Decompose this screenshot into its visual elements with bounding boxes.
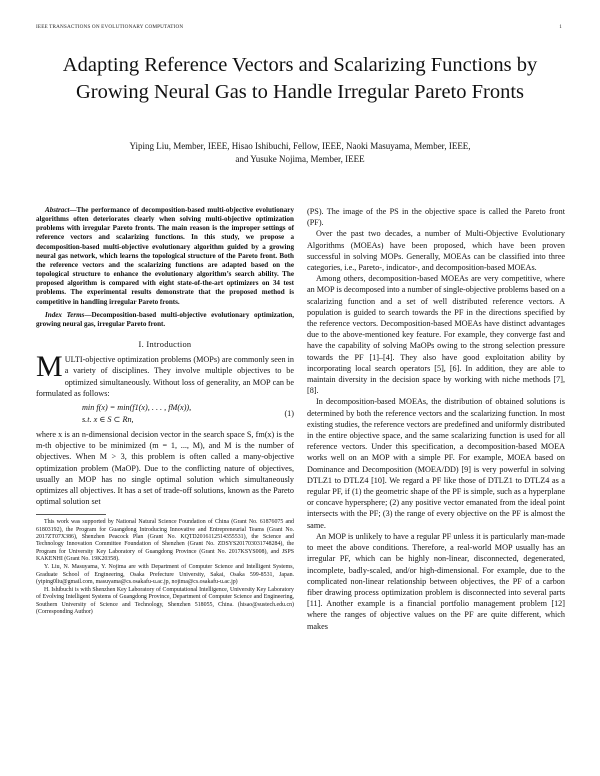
drop-cap: M <box>36 350 63 384</box>
page-number: 1 <box>559 24 562 30</box>
equation-line-2: s.t. x ∈ S ⊂ Rn, <box>82 415 134 425</box>
intro-paragraph-1-start: ULTI-objective optimization problems (MOPs) are commonly seen in a variety of disciplines. They involve multiple objectives to be optimized simultaneously. Without loss of generality, an MOP can be formulated as follows: <box>36 355 294 398</box>
index-terms-text: —Decomposition-based multi-objective evolutionary optimization, growing neural gas, irregular Pareto front. <box>36 310 294 328</box>
footnote-rule <box>36 514 106 515</box>
right-paragraph-5: An MOP is unlikely to have a regular PF unless it is particularly man-made to meet the above conditions. Therefore, a real-world MOP usually has an irregular PF, which can be highly non-linear, disconnected, degenerated, incomplete, badly-scaled, and/or high-dimensional. For example, due to the complicated non-linear relationship between objectives, the PF of a carbon fiber drawing process optimization problem is disconnected into several parts [11]. Another example is a financial portfolio management problem [12] where the ranges of objective values on the PF are quite different, which makes <box>307 531 565 631</box>
author-line-1: Yiping Liu, Member, IEEE, Hisao Ishibuchi, Fellow, IEEE, Naoki Masuyama, Member, IEEE, <box>129 141 471 151</box>
intro-paragraph-1 <box>36 350 294 399</box>
footnote-affiliation-osaka: Y. Liu, N. Masuyama, Y. Nojima are with Department of Computer Science and Intelligent Systems, Graduate School of Engineering, Osaka Prefecture University, Sakai, Osaka 599-8531, Japan. (yiping0liu@gmail.com, masuyama@cs.osakafu-u.ac.jp, nojima@cs.osakafu-u.ac.jp) <box>36 564 294 585</box>
running-head <box>36 24 562 30</box>
right-paragraph-3: Among others, decomposition-based MOEAs are very competitive, where an MOP is decomposed into a number of single-objective problems based on a scalarizing function and a set of well distributed reference vectors. A population is guided to search towards the PF in the directions specified by the reference vectors. Decomposition-based MOEAs have distinct advantages due to the above-mentioned key feature. For example, they converge fast and have the capability of solving MaOPs owing to the strong selection pressure towards the PF [1]–[4]. They also have good exploitation ability by incorporating local search operators [5], [6]. In addition, they are able to maintain diversity in the decision space by working with niche methods [7], [8]. <box>307 274 565 396</box>
intro-paragraph-1-continued: where x is an n-dimensional decision vector in the search space S, fm(x) is the m-th objective to be minimized (m = 1, ..., M), and M is the number of objectives. When M > 3, this problem is often called a many-objective optimization problem (MaOP). Due to the conflicting nature of objectives, usually an MOP has no single optimal solution which simultaneously optimizes all objectives. It has a set of trade-off solutions, known as the Pareto optimal solution set <box>36 430 294 507</box>
footnote-funding: This work was supported by National Natural Science Foundation of China (Grant No. 61876075 and 61803192), the Program for Guangdong Introducing Innovative and Entrepreneurial Teams (Grant No. 2017ZT07X386), Shenzhen Peacock Plan (Grant No. KQTD2016112514355531), the Science and Technology Innovation Committee Foundation of Shenzhen (Grant No. ZDSYS201703031748284), the Program for University Key Laboratory of Guangdong Province (Grant No. 2017KSYS008), and JSPS KAKENHI (Grant No. 19K20358). <box>36 519 294 562</box>
author-line-2: and Yusuke Nojima, Member, IEEE <box>235 153 365 164</box>
right-column <box>307 206 565 632</box>
footnote-affiliation-sustech: H. Ishibuchi is with Shenzhen Key Laboratory of Computational Intelligence, University Key Laboratory of Evolving Intelligent Systems of Guangdong Province, Department of Computer Science and Engineering, Southern University of Science and Technology, Shenzhen 518055, China. (hisao@sustech.edu.cn) (Corresponding Author) <box>36 587 294 616</box>
right-paragraph-2: Over the past two decades, a number of Multi-Objective Evolutionary Algorithms (MOEAs) have been proposed, which have been proven successful in solving MOPs. Generally, MOEAs can be classified into three categories, i.e., Pareto-, indicator-, and decomposition-based MOEAs. <box>307 229 565 273</box>
right-paragraph-4: In decomposition-based MOEAs, the distribution of obtained solutions is determined by both the reference vectors and the scalarizing function. In most existing studies, the reference vectors are predefined and uniformly distributed in the entire objective space, and the same scalarizing function is used for all reference vectors. Under this specification, a decomposition-based MOEA works well on an MOP with a simple PF. For example, MOEA based on Dominance and Decomposition (MOEA/DD) [9] is very powerful in solving DTLZ1 to DTLZ4 [10]. We regard a PF like those of DTLZ1 to DTLZ4 as a regular PF, if (1) the geometric shape of the PF is simple, such as a hyperplane or concave hypersphere; (2) any positive vector emanated from the ideal point intersects with the PF; (3) the range of every objective on the PF is almost the same. <box>307 397 565 530</box>
abstract-text: —The performance of decomposition-based multi-objective evolutionary algorithms often deteriorates clearly when solving multi-objective optimization problems with irregular Pareto fronts. The main reason is the improper settings of reference vectors and scalarizing functions. In this study, we propose a decomposition-based multi-objective evolutionary algorithm guided by a growing neural gas network, which learns the topological structure of the Pareto front. Both the reference vectors and the scalarizing functions are adapted based on the topological structure to enhance the evolutionary algorithm’s search ability. The proposed algorithm is compared with eight state-of-the-art optimizers on 34 test problems. The experimental results demonstrate that the proposed method is competitive in handling irregular Pareto fronts. <box>36 206 294 306</box>
author-list <box>90 140 510 165</box>
equation-number: (1) <box>284 409 294 419</box>
right-paragraph-1: (PS). The image of the PS in the objective space is called the Pareto front (PF). <box>307 207 565 228</box>
abstract <box>36 206 294 307</box>
index-terms-label: Index Terms <box>45 310 85 319</box>
paper-title: Adapting Reference Vectors and Scalarizing Functions by Growing Neural Gas to Handle Irregular Pareto Fronts <box>62 54 538 103</box>
equation-1 <box>36 402 294 426</box>
index-terms <box>36 311 294 329</box>
section-heading-introduction: I. Introduction <box>138 340 192 350</box>
equation-line-1: min f(x) = min(f1(x), . . . , fM(x)), <box>82 403 192 413</box>
abstract-label: Abstract <box>45 206 70 214</box>
journal-name: IEEE TRANSACTIONS ON EVOLUTIONARY COMPUTATION <box>36 24 184 30</box>
left-column <box>36 206 294 617</box>
